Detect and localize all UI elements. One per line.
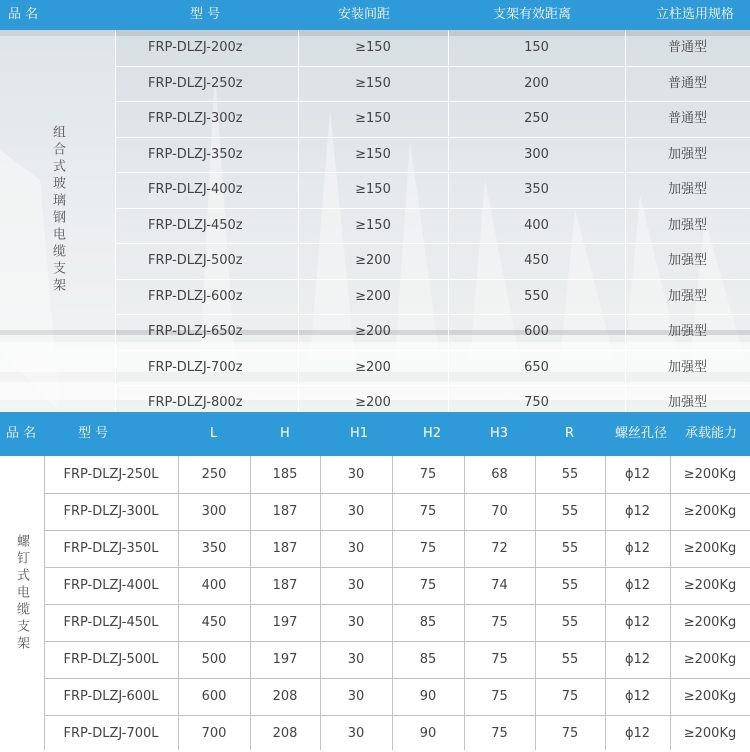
bottom-cell-h2: 75 bbox=[419, 541, 437, 556]
header-install-spacing: 安装间距 bbox=[338, 7, 391, 22]
bottom-cell-h2: 90 bbox=[419, 726, 437, 741]
bottom-cell-r: 75 bbox=[561, 726, 579, 741]
top-cell-spacing: ≥200 bbox=[355, 324, 391, 339]
header-H2: H2 bbox=[423, 426, 442, 441]
bottom-cell-load: ≥200Kg bbox=[683, 467, 737, 482]
top-cell-spacing: ≥150 bbox=[355, 111, 391, 126]
screw-bracket-table bbox=[0, 412, 750, 750]
top-cell-effective: 350 bbox=[524, 182, 549, 197]
top-cell-effective: 250 bbox=[524, 111, 549, 126]
top-cell-column-spec: 普通型 bbox=[667, 40, 707, 55]
top-cell-column-spec: 加强型 bbox=[667, 217, 707, 233]
bottom-cell-hole: ϕ12 bbox=[624, 467, 651, 482]
top-cell-effective: 600 bbox=[524, 324, 549, 339]
bottom-cell-load: ≥200Kg bbox=[683, 615, 737, 630]
top-cell-column-spec: 普通型 bbox=[667, 111, 707, 126]
bottom-cell-load: ≥200Kg bbox=[683, 689, 737, 704]
bottom-cell-h1: 30 bbox=[347, 615, 365, 630]
header-R: R bbox=[565, 426, 575, 441]
top-table-header bbox=[0, 0, 750, 30]
header-hole-diameter: 螺丝孔径 bbox=[615, 426, 668, 441]
top-cell-model: FRP-DLZJ-500z bbox=[148, 253, 243, 268]
bottom-cell-r: 55 bbox=[561, 504, 579, 519]
bottom-cell-h: 197 bbox=[272, 652, 298, 667]
bottom-cell-h1: 30 bbox=[347, 541, 365, 556]
header-product-name: 品 名 bbox=[6, 426, 37, 441]
header-product-name: 品 名 bbox=[8, 7, 39, 22]
top-cell-effective: 550 bbox=[524, 288, 549, 304]
bottom-cell-h3: 75 bbox=[491, 615, 508, 630]
bottom-cell-h2: 75 bbox=[419, 467, 437, 482]
bottom-cell-h1: 30 bbox=[347, 467, 365, 482]
bottom-cell-h3: 75 bbox=[491, 689, 508, 704]
top-cell-spacing: ≥150 bbox=[355, 146, 391, 162]
top-grid-vline bbox=[115, 30, 116, 412]
bottom-cell-hole: ϕ12 bbox=[624, 578, 651, 593]
top-cell-column-spec: 加强型 bbox=[667, 182, 707, 197]
bottom-cell-l: 300 bbox=[201, 504, 227, 519]
bottom-cell-h2: 75 bbox=[419, 578, 437, 593]
header-column-spec: 立柱选用规格 bbox=[656, 7, 735, 22]
top-table-body bbox=[0, 30, 750, 412]
bottom-cell-l: 500 bbox=[201, 652, 227, 667]
top-cell-model: FRP-DLZJ-250z bbox=[148, 75, 243, 91]
bottom-cell-load: ≥200Kg bbox=[683, 726, 737, 741]
header-H1: H1 bbox=[350, 426, 369, 441]
bottom-cell-h3: 72 bbox=[491, 541, 508, 556]
bottom-product-name-cell bbox=[0, 456, 44, 750]
bottom-cell-r: 75 bbox=[561, 689, 579, 704]
top-cell-effective: 300 bbox=[524, 146, 549, 162]
top-product-name-cell bbox=[0, 30, 115, 412]
top-cell-effective: 750 bbox=[524, 395, 549, 410]
header-H3: H3 bbox=[490, 426, 509, 441]
top-cell-model: FRP-DLZJ-300z bbox=[148, 111, 243, 126]
header-model: 型 号 bbox=[78, 426, 109, 441]
bottom-cell-l: 350 bbox=[201, 541, 227, 556]
top-cell-spacing: ≥200 bbox=[355, 288, 391, 304]
bottom-cell-h: 208 bbox=[272, 726, 298, 741]
bottom-cell-model: FRP-DLZJ-450L bbox=[63, 615, 159, 630]
bottom-cell-load: ≥200Kg bbox=[683, 652, 737, 667]
top-cell-model: FRP-DLZJ-450z bbox=[148, 217, 243, 233]
bottom-cell-hole: ϕ12 bbox=[624, 689, 651, 704]
top-cell-spacing: ≥150 bbox=[355, 75, 391, 91]
bottom-cell-r: 55 bbox=[561, 541, 579, 556]
top-cell-effective: 400 bbox=[524, 217, 549, 233]
bottom-cell-load: ≥200Kg bbox=[683, 504, 737, 519]
top-cell-spacing: ≥150 bbox=[355, 217, 391, 233]
bottom-cell-h3: 75 bbox=[491, 726, 508, 741]
bottom-cell-h1: 30 bbox=[347, 689, 365, 704]
top-cell-effective: 650 bbox=[524, 359, 549, 375]
bottom-cell-l: 400 bbox=[201, 578, 227, 593]
bottom-table-header bbox=[0, 412, 750, 456]
bottom-cell-l: 450 bbox=[201, 615, 227, 630]
top-cell-model: FRP-DLZJ-600z bbox=[148, 288, 243, 304]
bottom-cell-h3: 75 bbox=[491, 652, 508, 667]
top-cell-model: FRP-DLZJ-200z bbox=[148, 40, 243, 55]
bottom-cell-h: 185 bbox=[272, 467, 298, 482]
top-cell-column-spec: 加强型 bbox=[667, 288, 707, 304]
bottom-table-body bbox=[0, 456, 750, 750]
bottom-cell-model: FRP-DLZJ-600L bbox=[63, 689, 159, 704]
top-cell-column-spec: 普通型 bbox=[667, 75, 707, 91]
bottom-cell-r: 55 bbox=[561, 467, 579, 482]
header-H: H bbox=[280, 426, 290, 441]
bottom-cell-h2: 75 bbox=[419, 504, 437, 519]
header-effective-distance: 支架有效距离 bbox=[493, 7, 572, 22]
top-cell-spacing: ≥150 bbox=[355, 40, 391, 55]
header-load-capacity: 承载能力 bbox=[685, 426, 738, 441]
bottom-cell-h: 208 bbox=[272, 689, 298, 704]
bottom-cell-h3: 70 bbox=[491, 504, 508, 519]
bottom-cell-load: ≥200Kg bbox=[683, 541, 737, 556]
top-cell-column-spec: 加强型 bbox=[667, 359, 707, 375]
bottom-cell-h: 187 bbox=[272, 504, 298, 519]
top-cell-column-spec: 加强型 bbox=[667, 146, 707, 162]
bottom-cell-l: 700 bbox=[201, 726, 227, 741]
bottom-cell-r: 55 bbox=[561, 578, 579, 593]
bottom-cell-model: FRP-DLZJ-700L bbox=[63, 726, 159, 741]
bottom-cell-h2: 85 bbox=[419, 615, 437, 630]
bottom-cell-l: 250 bbox=[201, 467, 227, 482]
bottom-cell-hole: ϕ12 bbox=[624, 726, 651, 741]
top-cell-effective: 450 bbox=[524, 253, 549, 268]
top-cell-effective: 150 bbox=[524, 40, 549, 55]
bottom-cell-hole: ϕ12 bbox=[624, 615, 651, 630]
bottom-cell-h1: 30 bbox=[347, 578, 365, 593]
top-cell-spacing: ≥200 bbox=[355, 395, 391, 410]
bottom-cell-h1: 30 bbox=[347, 726, 365, 741]
top-cell-spacing: ≥150 bbox=[355, 182, 391, 197]
bottom-cell-h1: 30 bbox=[347, 652, 365, 667]
bottom-cell-hole: ϕ12 bbox=[624, 541, 651, 556]
bottom-cell-h: 187 bbox=[272, 578, 298, 593]
header-L: L bbox=[210, 426, 218, 441]
bottom-cell-hole: ϕ12 bbox=[624, 504, 651, 519]
bottom-cell-model: FRP-DLZJ-400L bbox=[63, 578, 159, 593]
bottom-cell-h3: 68 bbox=[491, 467, 508, 482]
header-model: 型 号 bbox=[190, 7, 221, 22]
bottom-cell-r: 55 bbox=[561, 615, 579, 630]
top-cell-spacing: ≥200 bbox=[355, 253, 391, 268]
top-cell-model: FRP-DLZJ-800z bbox=[148, 395, 243, 410]
top-cell-model: FRP-DLZJ-400z bbox=[148, 182, 243, 197]
top-cell-spacing: ≥200 bbox=[355, 359, 391, 375]
top-product-name: 组合式玻璃钢电缆支架 bbox=[50, 125, 65, 295]
bottom-cell-h2: 90 bbox=[419, 689, 437, 704]
top-cell-model: FRP-DLZJ-650z bbox=[148, 324, 243, 339]
bottom-cell-h: 187 bbox=[272, 541, 298, 556]
bottom-cell-load: ≥200Kg bbox=[683, 578, 737, 593]
top-cell-column-spec: 加强型 bbox=[667, 253, 707, 268]
bottom-cell-model: FRP-DLZJ-300L bbox=[63, 504, 159, 519]
top-cell-model: FRP-DLZJ-350z bbox=[148, 146, 243, 162]
bottom-cell-h1: 30 bbox=[347, 504, 365, 519]
bottom-cell-hole: ϕ12 bbox=[624, 652, 651, 667]
bottom-cell-model: FRP-DLZJ-250L bbox=[63, 467, 159, 482]
top-cell-model: FRP-DLZJ-700z bbox=[148, 359, 243, 375]
top-cell-column-spec: 加强型 bbox=[667, 395, 707, 410]
bottom-cell-h2: 85 bbox=[419, 652, 437, 667]
bottom-cell-h3: 74 bbox=[491, 578, 508, 593]
bottom-product-name: 螺钉式电缆支架 bbox=[14, 534, 29, 653]
bottom-cell-r: 55 bbox=[561, 652, 579, 667]
bottom-cell-model: FRP-DLZJ-350L bbox=[63, 541, 159, 556]
bottom-cell-model: FRP-DLZJ-500L bbox=[63, 652, 159, 667]
bottom-cell-h: 197 bbox=[272, 615, 298, 630]
top-cell-column-spec: 加强型 bbox=[667, 324, 707, 339]
top-cell-effective: 200 bbox=[524, 75, 549, 91]
bottom-cell-l: 600 bbox=[201, 689, 227, 704]
